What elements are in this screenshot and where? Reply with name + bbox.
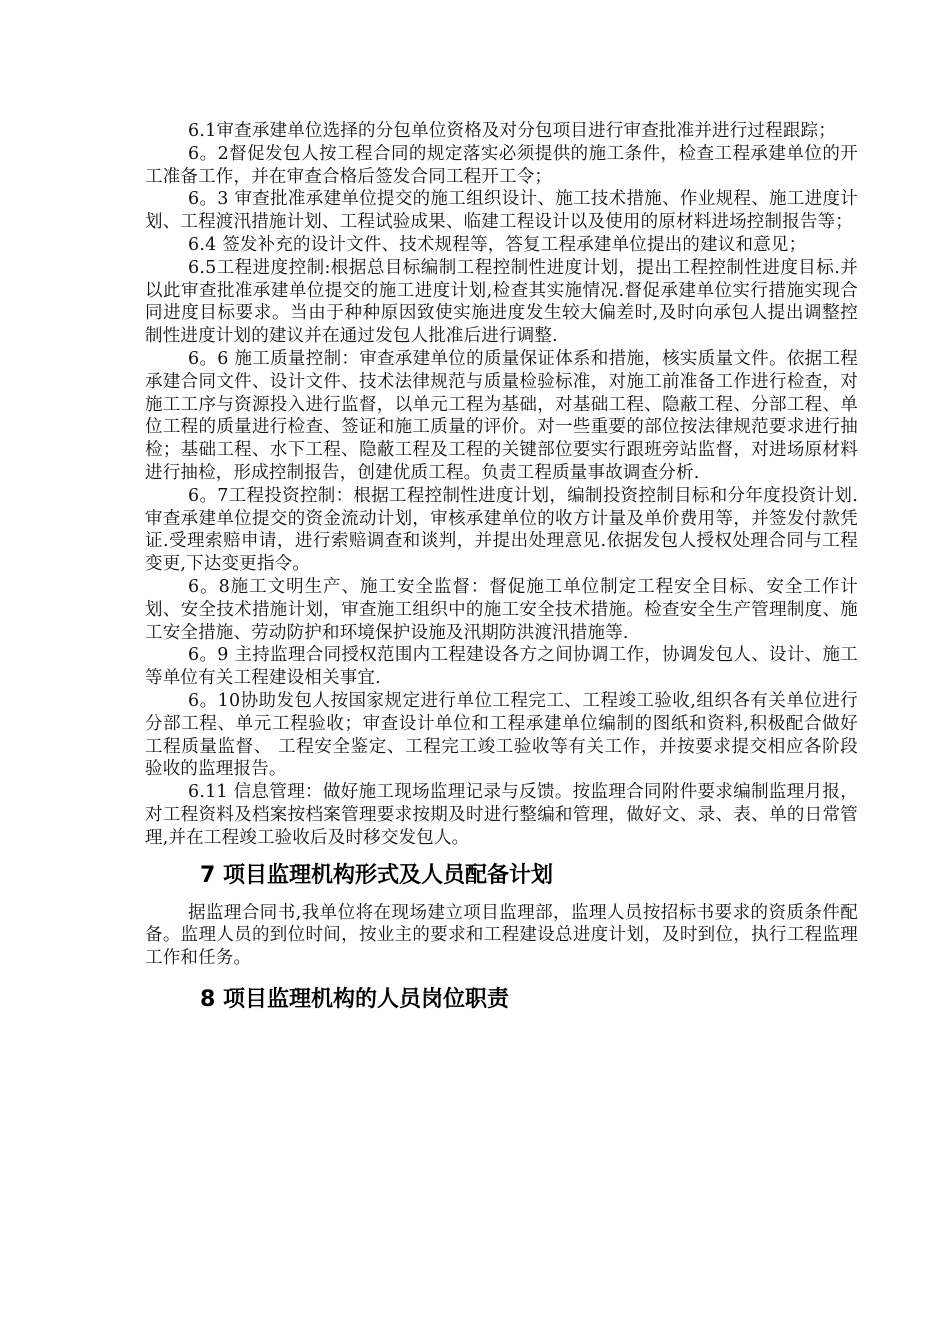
paragraph-6-11: 6.11 信息管理：做好施工现场监理记录与反馈。按监理合同附件要求编制监理月报，对工程资料及档案按档案管理要求按期及时进行整编和管理，做好文、录、表、单的日常管理,并在工程竣工验收后及时移交发包人。 <box>145 782 858 848</box>
paragraph-6-4: 6.4 签发补充的设计文件、技术规程等，答复工程承建单位提出的建议和意见； <box>188 234 807 255</box>
paragraph-6-5: 6.5工程进度控制:根据总目标编制工程控制性进度计划，提出工程控制性进度目标.并以此审查批准承建单位提交的施工进度计划,检查其实施情况.督促承建单位实行措施实现合同进度目标要求。当由于种种原因致使实施进度发生较大偏差时,及时向承包人提出调整控制性进度计划的建议并在通过发包人批准后进行调整. <box>145 257 858 347</box>
paragraph-6-1: 6.1审查承建单位选择的分包单位资格及对分包项目进行审查批准并进行过程跟踪； <box>188 121 836 141</box>
paragraph-6-3: 6。3 审查批准承建单位提交的施工组织设计、施工技术措施、作业规程、施工进度计划、工程渡汛措施计划、工程试验成果、临建工程设计以及使用的原材料进场控制报告等； <box>145 189 858 233</box>
section-7-heading: 7 项目监理机构形式及人员配备计划 <box>200 862 553 888</box>
paragraph-6-7: 6。7工程投资控制：根据工程控制性进度计划，编制投资控制目标和分年度投资计划.审查承建单位提交的资金流动计划，审核承建单位的收方计量及单价费用等，并签发付款凭证.受理索赔申请，进行索赔调查和谈判，并提出处理意见.依据发包人授权处理合同与工程变更,下达变更指令。 <box>145 485 858 575</box>
section-7-paragraph: 据监理合同书,我单位将在现场建立项目监理部，监理人员按招标书要求的资质条件配备。监理人员的到位时间，按业主的要求和工程建设总进度计划，及时到位，执行工程监理工作和任务。 <box>145 902 858 969</box>
paragraph-6-2: 6。2督促发包人按工程合同的规定落实必须提供的施工条件，检查工程承建单位的开工准备工作，并在审查合格后签发合同工程开工令； <box>145 143 858 187</box>
paragraph-6-8: 6。8施工文明生产、施工安全监督：督促施工单位制定工程安全目标、安全工作计划、安全技术措施计划，审查施工组织中的施工安全技术措施。检查安全生产管理制度、施工安全措施、劳动防护和环境保护设施及汛期防洪渡汛措施等. <box>145 576 858 643</box>
document-page <box>145 120 858 1016</box>
paragraph-6-10: 6。10协助发包人按国家规定进行单位工程完工、工程竣工验收,组织各有关单位进行分部工程、单元工程验收；审查设计单位和工程承建单位编制的图纸和资料,积极配合做好工程质量监督、 工程安全鉴定、工程完工竣工验收等有关工作，并按要求提交相应各阶段验收的监理报告。 <box>145 690 858 780</box>
paragraph-6-6: 6。6 施工质量控制：审查承建单位的质量保证体系和措施，核实质量文件。依据工程承建合同文件、设计文件、技术法律规范与质量检验标准，对施工前准备工作进行检查，对施工工序与资源投入进行监督，以单元工程为基础，对基础工程、隐蔽工程、分部工程、单位工程的质量进行检查、签证和施工质量的评价。对一些重要的部位按法律规范要求进行抽检；基础工程、水下工程、隐蔽工程及工程的关键部位要实行跟班旁站监督，对进场原材料进行抽检，形成控制报告，创建优质工程。负责工程质量事故调查分析. <box>145 348 858 483</box>
paragraph-6-9: 6。9 主持监理合同授权范围内工程建设各方之间协调工作，协调发包人、设计、施工等单位有关工程建设相关事宜. <box>145 645 858 689</box>
section-8-heading: 8 项目监理机构的人员岗位职责 <box>200 986 509 1012</box>
